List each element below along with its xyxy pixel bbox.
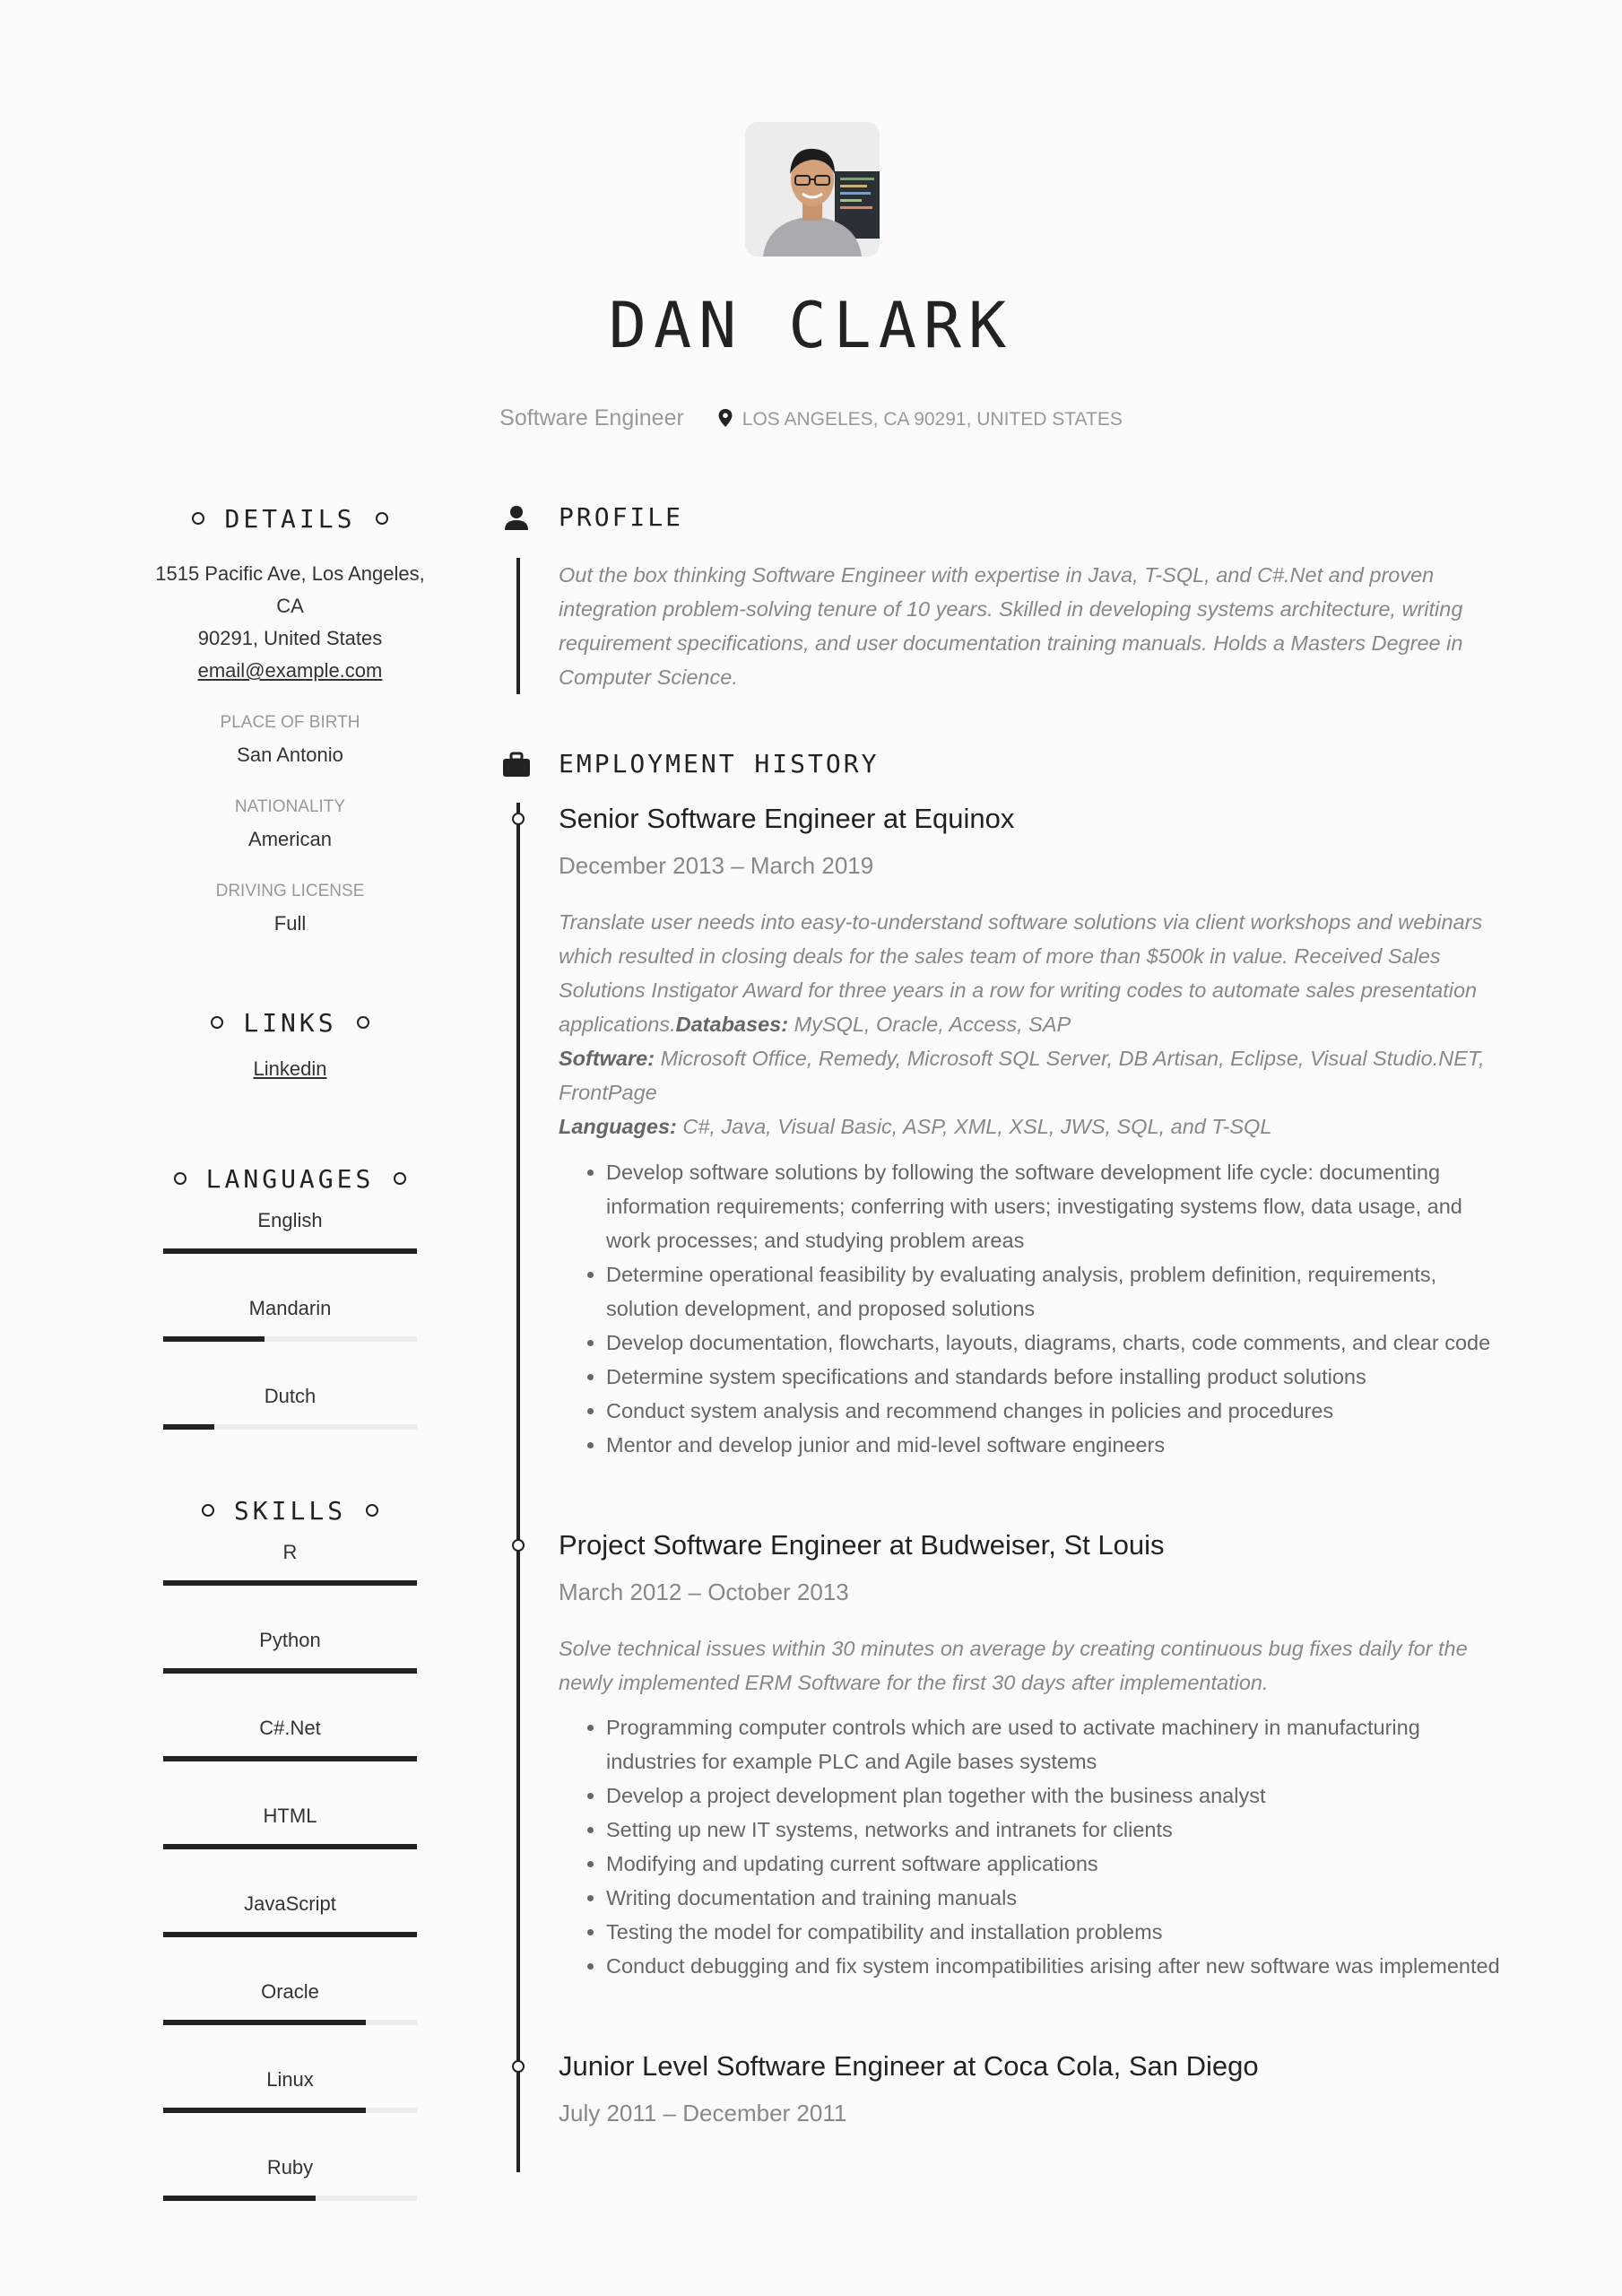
skill-level-track [163,1932,417,1937]
skill-item [143,1799,437,1849]
job-bullets-equinox [559,1155,1500,1462]
skill-item [143,1623,437,1674]
place-of-birth-label: PLACE OF BIRTH [220,713,360,732]
sidebar [143,493,437,2201]
candidate-name: DAN CLARK [608,289,1014,362]
skills-list [143,1535,437,2201]
list-item: • Develop software solutions by following the software development life cycle: documenting information requirements; conferring with users; investigating systems flow, data usage, and work processes; and studying problem areas [606,1155,1500,1257]
language-item [143,1204,437,1254]
address-line-1: 1515 Pacific Ave, Los Angeles, CA [155,562,425,617]
skill-level-track [163,2196,417,2201]
location-pin-icon [717,408,733,428]
language-level-track [163,1248,417,1254]
skill-item [143,1975,437,2025]
details-heading: DETAILS [143,493,437,544]
heading-ring-icon [357,1016,369,1029]
subheader [0,405,1622,431]
driving-license: Full [273,912,307,935]
heading-ring-icon [211,1016,223,1029]
skill-level-fill [163,1668,417,1674]
employment-heading: EMPLOYMENT HISTORY [559,749,880,778]
skill-level-fill [163,1844,417,1849]
skill-item [143,2063,437,2113]
list-item: • Modifying and updating current software applications [606,1847,1500,1881]
email-link[interactable]: email@example.com [197,659,383,682]
heading-ring-icon [174,1172,186,1185]
language-level-track [163,1336,417,1342]
list-item: • Mentor and develop junior and mid-level software engineers [606,1428,1500,1462]
briefcase-icon [502,752,531,778]
skill-level-track [163,1580,417,1586]
skill-level-track [163,1844,417,1849]
profile-timeline-line [516,558,520,694]
heading-ring-icon [366,1504,378,1517]
skill-item [143,2151,437,2201]
skill-label: C#.Net [259,1717,321,1739]
employment-timeline-line [516,803,520,2172]
languages-list [143,1204,437,1430]
job-title-budweiser: Project Software Engineer at Budweiser, St Louis [559,1529,1165,1561]
skill-level-track [163,2020,417,2025]
skill-item [143,1887,437,1937]
job-title: Software Engineer [499,405,684,430]
language-label: Dutch [264,1385,317,1407]
job-description-equinox: Translate user needs into easy-to-understand software solutions via client workshops and webinars which resulted in closing deals for the sales team of more than $500k in value. Received Sales Solutions Instigator Award for three years in a row for writing codes to automate sales presentation applications.Databases: MySQL, Oracle, Access, SAP Software: Microsoft Office, Remedy, Microsoft SQL Server, DB Artisan, Eclipse, Visual Studio.NET, FrontPage Languages: C#, Java, Visual Basic, ASP, XML, XSL, JWS, SQL, and T-SQL [559,910,1485,1138]
heading-ring-icon [394,1172,406,1185]
language-label: English [257,1209,323,1231]
skill-item [143,1535,437,1586]
languages-heading: LANGUAGES [143,1153,437,1204]
profile-summary: Out the box thinking Software Engineer with expertise in Java, T-SQL, and C#.Net and proven integration problem-solving tenure of 10 years. Skilled in developing systems architecture, writing requirement specifications, and user documentation training manuals. Holds a Masters Degree in Computer Science. [559,563,1463,689]
profile-heading: PROFILE [559,502,684,532]
skill-level-fill [163,1756,417,1761]
profile-photo [745,122,880,257]
timeline-dot [512,1539,525,1552]
skill-label: Python [259,1629,321,1651]
skill-label: Oracle [261,1980,319,2003]
heading-ring-icon [192,512,204,525]
nationality-label: NATIONALITY [234,797,346,816]
skill-level-track [163,1756,417,1761]
skill-label: R [282,1541,298,1563]
nationality: American [248,828,332,850]
list-item: • Determine operational feasibility by evaluating analysis, problem definition, requirements, solution development, and proposed solutions [606,1257,1500,1326]
language-item [143,1292,437,1342]
links-heading: LINKS [143,997,437,1048]
job-dates-coca-cola: July 2011 – December 2011 [559,2100,847,2126]
skill-label: HTML [263,1805,317,1827]
timeline-dot [512,813,525,825]
job-bullets-budweiser [559,1710,1500,1983]
timeline-dot [512,2060,525,2073]
skill-item [143,1711,437,1761]
linkedin-link[interactable]: Linkedin [253,1057,327,1080]
location-text: LOS ANGELES, CA 90291, UNITED STATES [742,409,1123,430]
list-item: • Setting up new IT systems, networks and intranets for clients [606,1813,1500,1847]
place-of-birth: San Antonio [237,744,343,766]
language-item [143,1379,437,1430]
location [717,409,1123,430]
person-icon [502,505,531,532]
list-item: • Writing documentation and training manuals [606,1881,1500,1915]
job-dates-budweiser: March 2012 – October 2013 [559,1578,849,1605]
job-title-coca-cola: Junior Level Software Engineer at Coca Cola, San Diego [559,2050,1259,2082]
job-description-budweiser: Solve technical issues within 30 minutes on average by creating continuous bug fixes daily for the newly implemented ERM Software for the first 30 days after implementation. [559,1637,1468,1694]
skill-level-track [163,2108,417,2113]
driving-license-label: DRIVING LICENSE [215,882,365,900]
skill-level-track [163,1668,417,1674]
skill-label: Linux [266,2068,314,2091]
heading-ring-icon [202,1504,214,1517]
job-title-equinox: Senior Software Engineer at Equinox [559,803,1015,834]
list-item: • Conduct system analysis and recommend changes in policies and procedures [606,1394,1500,1428]
language-label: Mandarin [248,1297,332,1319]
heading-ring-icon [376,512,388,525]
language-level-fill [163,1424,214,1430]
language-level-fill [163,1248,417,1254]
list-item: • Determine system specifications and standards before installing product solutions [606,1360,1500,1394]
skill-label: JavaScript [244,1892,336,1915]
list-item: • Develop a project development plan together with the business analyst [606,1779,1500,1813]
list-item: • Programming computer controls which are used to activate machinery in manufacturing industries for example PLC and Agile bases systems [606,1710,1500,1779]
skill-label: Ruby [266,2156,314,2179]
job-dates-equinox: December 2013 – March 2019 [559,852,874,879]
list-item: • Conduct debugging and fix system incompatibilities arising after new software was implemented [606,1949,1500,1983]
skills-heading: SKILLS [143,1485,437,1535]
skill-level-fill [163,1580,417,1586]
skill-level-fill [163,1932,417,1937]
list-item: • Testing the model for compatibility and installation problems [606,1915,1500,1949]
language-level-fill [163,1336,265,1342]
address-line-2: 90291, United States [197,627,383,649]
list-item: • Develop documentation, flowcharts, layouts, diagrams, charts, code comments, and clear code [606,1326,1500,1360]
language-level-track [163,1424,417,1430]
skill-level-fill [163,2020,366,2025]
skill-level-fill [163,2196,316,2201]
skill-level-fill [163,2108,366,2113]
